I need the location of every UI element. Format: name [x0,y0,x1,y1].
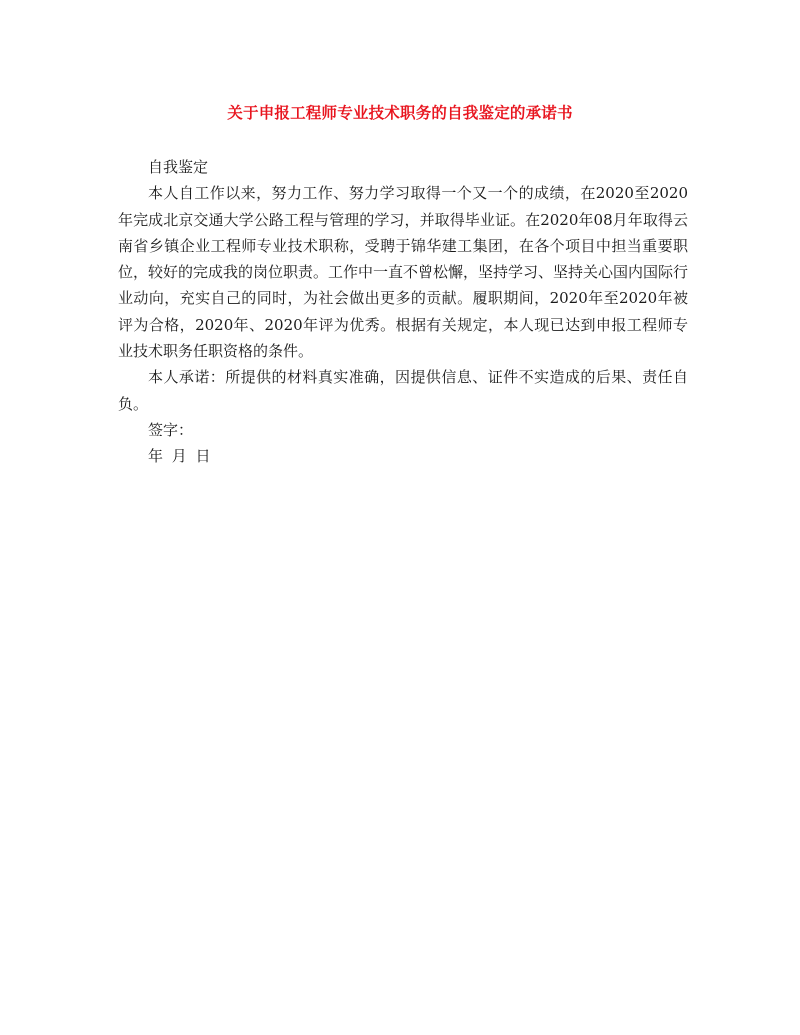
self-assessment-paragraph: 本人自工作以来，努力工作、努力学习取得一个又一个的成绩，在2020至2020年完成北京交通大学公路工程与管理的学习，并取得毕业证。在2020年08月年取得云南省乡镇企业工程师专业技术职称，受聘于锦华建工集团，在各个项目中担当重要职位，较好的完成我的岗位职责。工作中一直不曾松懈，坚持学习、坚持关心国内国际行业动向，充实自己的同时，为社会做出更多的贡献。履职期间，2020年至2020年被评为合格，2020年、2020年评为优秀。根据有关规定，本人现已达到申报工程师专业技术职务任职资格的条件。 [118,184,689,361]
document-title: 关于申报工程师专业技术职务的自我鉴定的承诺书 [227,103,573,122]
section-heading: 自我鉴定 [148,158,209,176]
date-line: 年 月 日 [148,447,211,466]
signature-line: 签字： [148,420,194,439]
commitment-paragraph: 本人承诺：所提供的材料真实准确，因提供信息、证件不实造成的后果、责任自负。 [118,368,688,413]
document-body [118,154,688,470]
